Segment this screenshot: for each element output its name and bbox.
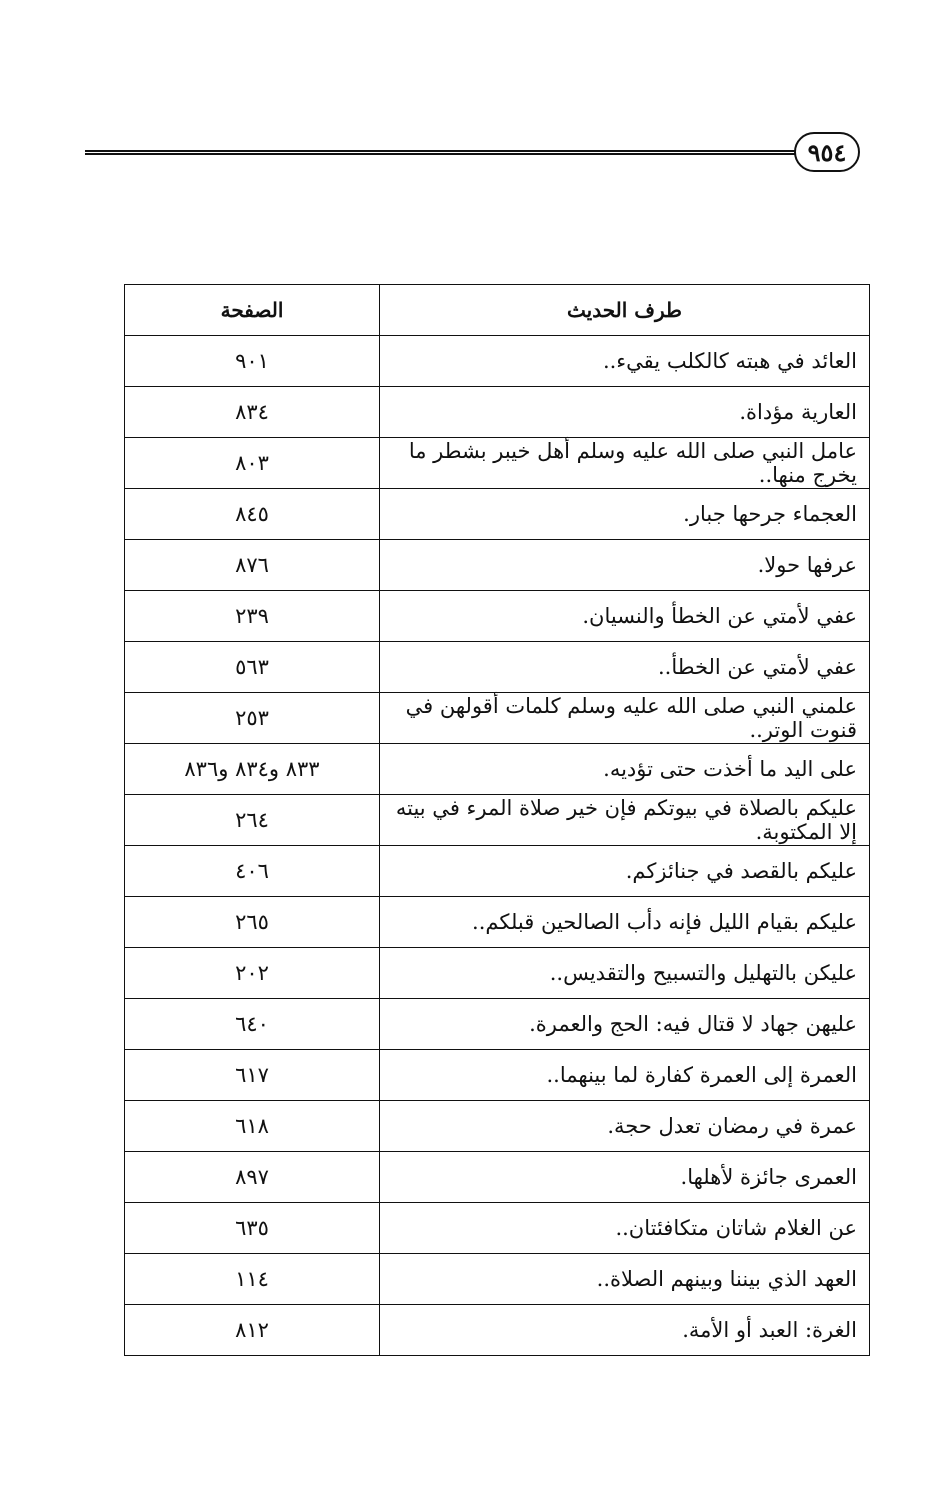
- table-row: [125, 591, 870, 642]
- page-reference: ٨٧٦: [125, 540, 380, 591]
- table-row: [125, 387, 870, 438]
- page-reference: ٢٦٤: [125, 795, 380, 846]
- hadith-index-table: [124, 284, 870, 1356]
- hadith-phrase: الغرة: العبد أو الأمة.: [380, 1305, 870, 1356]
- table-row: [125, 897, 870, 948]
- table-row: [125, 1203, 870, 1254]
- page-reference: ٢٥٣: [125, 693, 380, 744]
- page-reference: ٢٦٥: [125, 897, 380, 948]
- page-header: [85, 128, 865, 180]
- header-page: الصفحة: [125, 285, 380, 336]
- hadith-phrase: عمرة في رمضان تعدل حجة.: [380, 1101, 870, 1152]
- table-row: [125, 1101, 870, 1152]
- table-row: [125, 336, 870, 387]
- header-phrase: طرف الحديث: [380, 285, 870, 336]
- page-reference: ٦١٧: [125, 1050, 380, 1101]
- page-reference: ٩٠١: [125, 336, 380, 387]
- table-row: [125, 948, 870, 999]
- hadith-phrase: عليكم بالصلاة في بيوتكم فإن خير صلاة المرء في بيته إلا المكتوبة.: [380, 795, 870, 846]
- page-reference: ٢٠٢: [125, 948, 380, 999]
- header-rule: [85, 150, 795, 155]
- table-row: [125, 540, 870, 591]
- page-reference: ٨٣٣ و٨٣٤ و٨٣٦: [125, 744, 380, 795]
- page-reference: ٤٠٦: [125, 846, 380, 897]
- page-reference: ٦١٨: [125, 1101, 380, 1152]
- page-reference: ٦٣٥: [125, 1203, 380, 1254]
- hadith-phrase: عليكم بالقصد في جنائزكم.: [380, 846, 870, 897]
- hadith-phrase: على اليد ما أخذت حتى تؤديه.: [380, 744, 870, 795]
- table-row: [125, 438, 870, 489]
- hadith-phrase: عليكم بقيام الليل فإنه دأب الصالحين قبلكم..: [380, 897, 870, 948]
- hadith-phrase: عامل النبي صلى الله عليه وسلم أهل خيبر بشطر ما يخرج منها..: [380, 438, 870, 489]
- hadith-phrase: عليهن جهاد لا قتال فيه: الحج والعمرة.: [380, 999, 870, 1050]
- hadith-phrase: عفي لأمتي عن الخطأ والنسيان.: [380, 591, 870, 642]
- hadith-phrase: علمني النبي صلى الله عليه وسلم كلمات أقولهن في قنوت الوتر..: [380, 693, 870, 744]
- table-row: [125, 1305, 870, 1356]
- page-reference: ٥٦٣: [125, 642, 380, 693]
- table-header-row: [125, 285, 870, 336]
- page-reference: ٨٣٤: [125, 387, 380, 438]
- table-row: [125, 1254, 870, 1305]
- hadith-phrase: العائد في هبته كالكلب يقيء..: [380, 336, 870, 387]
- table-row: [125, 999, 870, 1050]
- table-row: [125, 1050, 870, 1101]
- table-row: [125, 693, 870, 744]
- table-row: [125, 489, 870, 540]
- page-reference: ١١٤: [125, 1254, 380, 1305]
- hadith-phrase: عرفها حولا.: [380, 540, 870, 591]
- hadith-phrase: العجماء جرحها جبار.: [380, 489, 870, 540]
- hadith-phrase: العمرى جائزة لأهلها.: [380, 1152, 870, 1203]
- hadith-phrase: عن الغلام شاتان متكافئتان..: [380, 1203, 870, 1254]
- table-row: [125, 642, 870, 693]
- hadith-phrase: عليكن بالتهليل والتسبيح والتقديس..: [380, 948, 870, 999]
- hadith-phrase: العارية مؤداة.: [380, 387, 870, 438]
- table-row: [125, 1152, 870, 1203]
- hadith-phrase: عفي لأمتي عن الخطأ..: [380, 642, 870, 693]
- table-row: [125, 795, 870, 846]
- page-reference: ٦٤٠: [125, 999, 380, 1050]
- table-row: [125, 846, 870, 897]
- page-reference: ٢٣٩: [125, 591, 380, 642]
- page-number: ٩٥٤: [794, 132, 860, 172]
- table-row: [125, 744, 870, 795]
- hadith-phrase: العمرة إلى العمرة كفارة لما بينهما..: [380, 1050, 870, 1101]
- page-reference: ٨٠٣: [125, 438, 380, 489]
- page-reference: ٨٩٧: [125, 1152, 380, 1203]
- page-reference: ٨٤٥: [125, 489, 380, 540]
- hadith-phrase: العهد الذي بيننا وبينهم الصلاة..: [380, 1254, 870, 1305]
- page-reference: ٨١٢: [125, 1305, 380, 1356]
